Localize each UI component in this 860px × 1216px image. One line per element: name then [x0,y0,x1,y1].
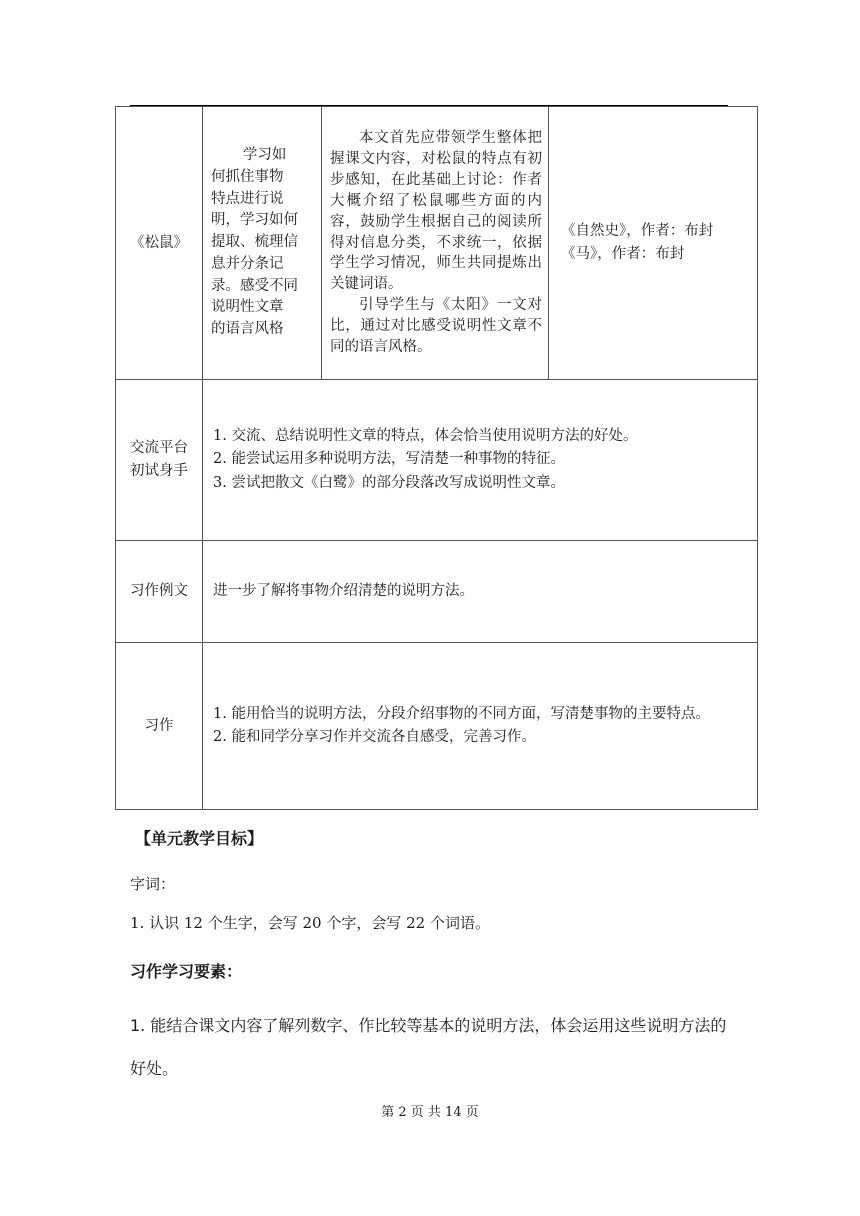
objective-cell [203,107,322,380]
list-item: 2. 能尝试运用多种说明方法，写清楚一种事物的特征。 [213,451,565,468]
lesson-cell [116,541,203,643]
objective-line: 特点进行说 [211,190,284,207]
method-paragraph: 本文首先应带领学生整体把握课文内容，对松鼠的特点有初步感知，在此基础上讨论：作者大概介绍了松鼠哪些方面的内容，鼓励学生根据自己的阅读所得对信息分类，不求统一，依据学生学习情况，师生共同提炼出关键词语。 [330,130,542,293]
objective-line: 的语言风格 [211,320,284,337]
writing-elements-paragraph: 1. 能结合课文内容了解列数字、作比较等基本的说明方法，体会运用这些说明方法的好处。 [130,1016,727,1078]
objective-cell [203,380,758,541]
lesson-name: 交流平台 [130,440,188,456]
lesson-name: 初试身手 [130,463,188,479]
lesson-cell [116,643,203,810]
method-paragraph: 引导学生与《太阳》一文对比，通过对比感受说明性文章不同的语言风格。 [330,297,542,356]
objective-line: 说明性文章 [211,299,284,316]
extra-reading-item: 《自然史》，作者：布封 [561,223,714,239]
objective-cell [203,541,758,643]
lesson-name: 《松鼠》 [130,234,188,251]
subsection-title: 字词： [130,875,176,893]
list-item: 3. 尝试把散文《白鹭》的部分段落改写成说明性文章。 [213,474,565,491]
list-item: 2. 能和同学分享习作并交流各自感受，完善习作。 [213,729,536,745]
writing-elements-title: 习作学习要素： [130,962,243,981]
objective-line: 录。感受不同 [211,277,298,294]
objective-list [203,703,757,750]
objective-line: 学习如 [242,147,287,164]
objective-line: 何抓住事物 [211,169,284,186]
unit-plan-table [115,106,758,810]
objective-cell [203,643,758,810]
lesson-name: 习作例文 [130,583,188,599]
extra-reading-cell [549,107,758,380]
extra-reading-list [549,220,757,266]
table-row [116,541,758,643]
objective-line: 提取、梳理信 [211,234,298,251]
method-text [322,126,548,360]
lesson-name: 习作 [144,717,174,734]
objective-text: 进一步了解将事物介绍清楚的说明方法。 [213,582,474,599]
objective-text [203,145,321,340]
section-title: 【单元教学目标】 [135,829,264,848]
table-row [116,380,758,541]
objective-line: 息并分条记 [211,255,284,272]
page-footer: 第 2 页 共 14 页 [381,1105,479,1120]
objective-list [203,425,757,496]
objective-line: 明，学习如何 [211,212,298,229]
lesson-cell [116,380,203,541]
method-cell [322,107,549,380]
lesson-cell [116,107,203,380]
table-row [116,107,758,380]
list-item: 1. 交流、总结说明性文章的特点，体会恰当使用说明方法的好处。 [213,427,638,444]
list-item: 1. 能用恰当的说明方法，分段介绍事物的不同方面，写清楚事物的主要特点。 [213,705,710,722]
extra-reading-item: 《马》，作者：布封 [561,246,685,262]
table-row [116,643,758,810]
vocab-paragraph: 1. 认识 12 个生字，会写 20 个字，会写 22 个词语。 [130,914,490,932]
